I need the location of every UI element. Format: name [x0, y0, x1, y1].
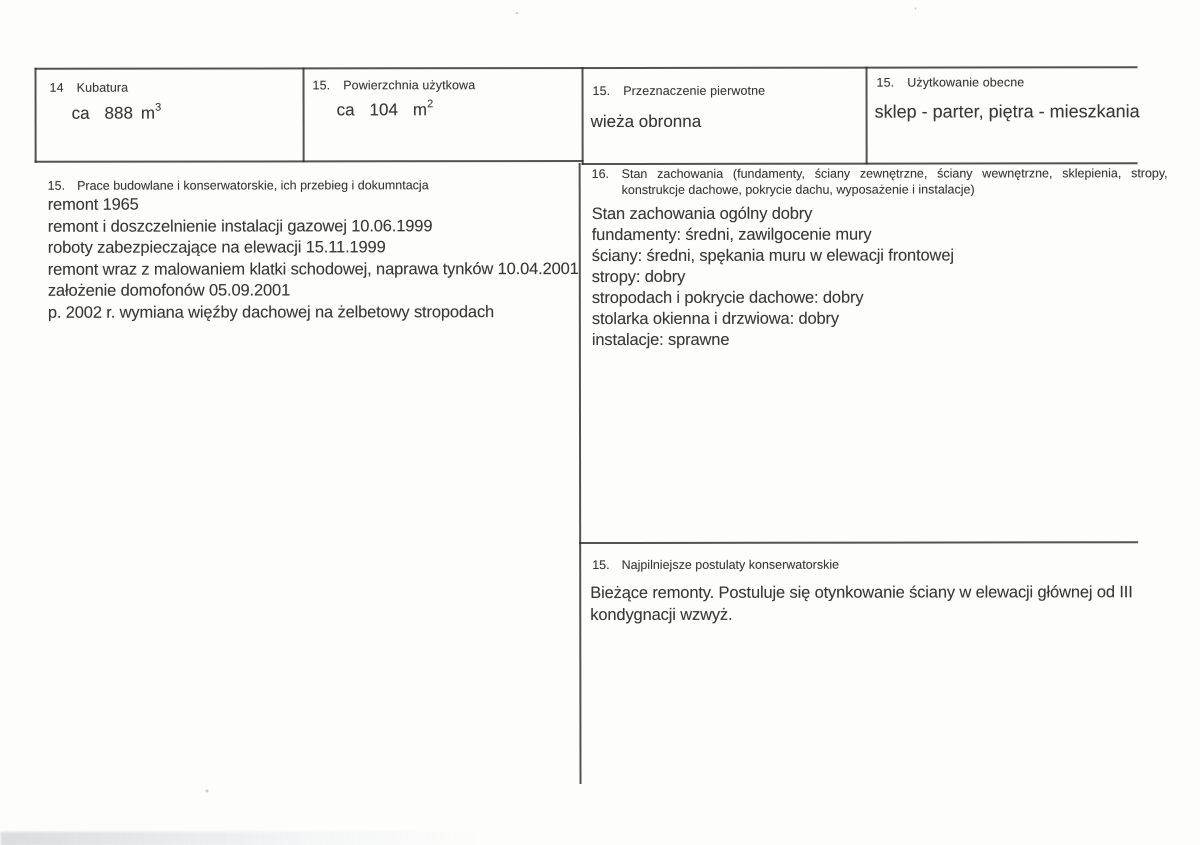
kubatura-number: 14 [49, 80, 64, 95]
table-top-border [35, 66, 1138, 70]
condition-line: ściany: średni, spękania muru w elewacji frontowej [591, 246, 954, 266]
divider-kubatura-powierzchnia [303, 67, 305, 162]
works-list [48, 194, 579, 324]
condition-list [592, 204, 954, 352]
uzytkowanie-value: sklep - parter, piętra - mieszkania [874, 101, 1140, 122]
kubatura-value: ca 888 $m^3$ [71, 101, 162, 123]
postulates-line: kondygnacji wzwyż. [590, 605, 733, 625]
postulates-section-heading: 15. Najpilniejsze postulaty konserwatorskie [592, 557, 840, 573]
condition-line: Stan zachowania ogólny dobry [591, 204, 813, 224]
works-line: remont i doszczelnienie instalacji gazowej 10.06.1999 [47, 216, 433, 236]
top-row-bottom-border-left [35, 160, 584, 163]
powierzchnia-label: 15. Powierzchnia użytkowa [312, 78, 476, 93]
uzytkowanie-number: 15. [876, 75, 895, 90]
condition-section-heading: 16. Stan zachowania (fundamenty, ściany zewnętrzne, ściany wewnętrzne, sklepienia, stropy, konstrukcje dachowe, pokrycie dachu, wyposażenie i instalacje) [591, 166, 1168, 197]
uzytkowanie-label: 15. Użytkowanie obecne [876, 75, 1025, 90]
works-section-heading: 15. Prace budowlane i konserwatorskie, ich przebieg i dokumntacja [47, 178, 429, 193]
works-section-number: 15. [47, 178, 66, 193]
works-line: założenie domofonów 05.09.2001 [47, 281, 291, 300]
table-left-border [35, 68, 37, 163]
main-column-divider [579, 163, 582, 784]
scan-speck [515, 12, 518, 14]
works-line: p. 2002 r. wymiana więźby dachowej na żelbetowy stropodach [47, 302, 495, 322]
postulates-line: Bieżące remonty. Postuluje się otynkowanie ściany w elewacji głównej od III [590, 583, 1133, 603]
powierzchnia-value: ca 104 $m^2$ [336, 98, 434, 120]
przeznaczenie-label: 15. Przeznaczenie pierwotne [592, 83, 766, 99]
scan-edge-artifact [1, 831, 476, 845]
divider-przeznaczenie-uzytkowanie [866, 67, 868, 165]
postulates-section-number: 15. [592, 557, 610, 573]
divider-powierzchnia-przeznaczenie [582, 67, 584, 165]
condition-section-number: 16. [591, 166, 610, 182]
works-line: roboty zabezpieczające na elewacji 15.11.1999 [47, 238, 386, 257]
scan-speck [206, 790, 209, 793]
kubatura-label: 14 Kubatura [49, 80, 129, 95]
powierzchnia-number: 15. [312, 78, 331, 93]
condition-line: stolarka okienna i drzwiowa: dobry [591, 309, 839, 329]
condition-line: stropy: dobry [591, 267, 686, 287]
przeznaczenie-value: wieża obronna [590, 111, 702, 132]
works-line: remont wraz z malowaniem klatki schodowej, naprawa tynków 10.04.2001 [47, 259, 579, 279]
condition-line: instalacje: sprawne [591, 330, 730, 350]
przeznaczenie-number: 15. [592, 83, 611, 99]
scan-speck [914, 8, 916, 10]
postulates-text [590, 581, 1132, 626]
condition-line: stropodach i pokrycie dachowe: dobry [591, 288, 864, 308]
condition-line: fundamenty: średni, zawilgocenie mury [591, 225, 872, 245]
condition-postulates-divider [579, 541, 1138, 544]
works-line: remont 1965 [47, 195, 139, 214]
